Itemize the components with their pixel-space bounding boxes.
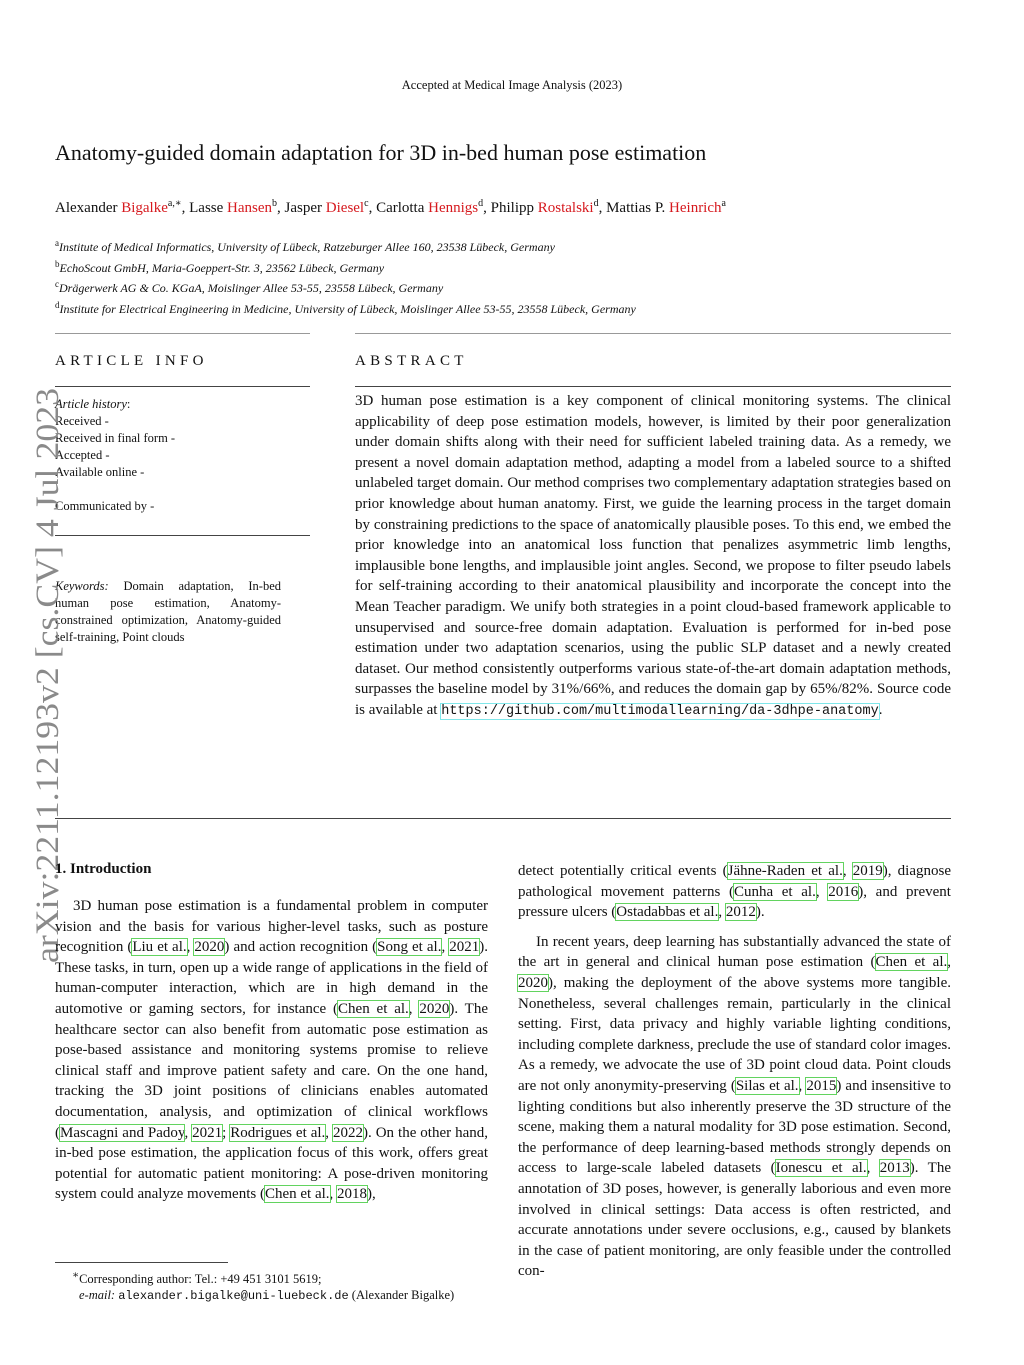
abstract-heading: ABSTRACT [355, 353, 468, 369]
intro-left-column [55, 896, 488, 1205]
paragraph [518, 932, 951, 1282]
citation-link[interactable]: 2021 [449, 939, 480, 956]
citation-link[interactable]: Silas et al. [735, 1077, 799, 1094]
affiliation-mark: a [55, 238, 59, 248]
text-run: , [815, 883, 829, 900]
citation-link[interactable]: Ostadabbas et al. [616, 904, 719, 921]
citation-link[interactable]: 2022 [333, 1124, 364, 1141]
citation-link[interactable]: Liu et al. [132, 939, 187, 956]
section-title-introduction: 1. Introduction [55, 861, 152, 877]
affiliation-text: EchoScout GmbH, Maria-Goeppert-Str. 3, 23562 Lübeck, Germany [59, 260, 385, 275]
received-final-line: Received in final form - [55, 431, 176, 445]
text-run: , [408, 1000, 420, 1017]
received-line: Received - [55, 414, 109, 428]
affiliations [55, 235, 636, 317]
arxiv-watermark [10, 385, 70, 965]
citation-link[interactable]: Jähne-Raden et al. [727, 863, 843, 879]
footnote [55, 1268, 485, 1304]
article-info-heading: ARTICLE INFO [55, 353, 208, 369]
divider [55, 535, 310, 536]
keywords [55, 578, 281, 646]
author-first-name: Philipp [490, 200, 538, 216]
author-link[interactable]: Bigalke [121, 200, 168, 216]
article-history [55, 396, 175, 515]
author-link[interactable]: Hennigs [428, 200, 479, 216]
author-affiliation-mark: d [478, 198, 484, 209]
text-run: , [184, 1124, 193, 1141]
citation-link[interactable]: 2020 [419, 1000, 450, 1017]
text-run: ). [755, 904, 765, 921]
author-separator: , [181, 200, 190, 216]
author-affiliation-mark: b [272, 198, 278, 209]
text-run: ). On the other hand, in-bed pose estimation, the application focus of this work, offers great potential for automatic patient monitoring: A pose-driven monitoring system could analyze movements ( [55, 1124, 489, 1203]
text-run: ), [367, 1186, 376, 1203]
affiliation-line [55, 256, 636, 277]
author-link[interactable]: Diesel [325, 200, 365, 216]
divider [355, 386, 951, 387]
abstract-body [355, 391, 951, 723]
arxiv-id-text: arXiv:2211.12193v2 [cs.CV] 4 Jul 2023 [30, 432, 66, 963]
intro-right-column [518, 861, 951, 1282]
citation-link[interactable]: Chen et al. [264, 1186, 330, 1203]
citation-link[interactable]: 2018 [337, 1186, 368, 1203]
text-run: , [186, 939, 195, 956]
text-run: ) and action recognition ( [224, 939, 378, 956]
text-run: , [947, 954, 951, 971]
affiliation-text: Drägerwerk AG & Co. KGaA, Moislinger Allee 53-55, 23558 Lübeck, Germany [59, 281, 444, 295]
text-run: In recent years, deep learning has substantially advanced the state of the art in general and clinical human pose estimation ( [518, 933, 951, 971]
citation-link[interactable]: 2020 [194, 939, 225, 956]
text-run: , [842, 863, 853, 879]
affiliation-line [55, 235, 636, 256]
email-name: (Alexander Bigalke) [348, 1288, 455, 1303]
keywords-text: Domain adaptation, In-bed human pose estimation, Anatomy-constrained optimization, Anatomy-guided self-training, Point clouds [55, 579, 281, 644]
citation-link[interactable]: Song et al. [377, 939, 442, 956]
abstract-text: 3D human pose estimation is a key component of clinical monitoring systems. The clinical applicability of deep pose estimation models, however, is limited by their poor generalization under domain shifts along with their need for sufficient labeled training data. As a remedy, we present a novel domain adaptation method, adapting a model from a labeled source to a shifted unlabeled target domain. Our method comprises two complementary adaptation strategies based on prior knowledge about human anatomy. First, we guide the learning process in the target domain by constraining predictions to the space of anatomically plausible poses. To this end, we embed the prior knowledge into an anatomical loss function that penalizes asymmetric limb lengths, implausible bone lengths, and implausible joint angles. Second, we propose to filter pseudo labels for self-training according to their anatomical plausibility and incorporate the concept into the Mean Teacher paradigm. We unify both strategies in a point cloud-based framework applicable to unsupervised and source-free domain adaptation. Evaluation is performed for in-bed pose estimation under two adaptation scenarios, using the public SLP dataset and a newly created dataset. Our method consistently outperforms various state-of-the-art domain adaptation methods, surpasses the baseline model by 31%/66%, and reduces the domain gap by 65%/82%. Source code is available at [355, 393, 951, 718]
citation-link[interactable]: 2020 [518, 974, 548, 991]
text-run: , [798, 1077, 807, 1094]
affiliation-text: Institute for Electrical Engineering in Medicine, University of Lübeck, Moislinger Allee 53-55, 23558 Lübeck, Germany [59, 301, 636, 316]
author-link[interactable]: Heinrich [669, 200, 722, 216]
accepted-line: Accepted - [55, 448, 110, 462]
text-run: , [329, 1186, 338, 1203]
citation-link[interactable]: 2012 [725, 904, 756, 921]
text-run: ), diagnose pathological movement patterns ( [518, 863, 951, 900]
divider [55, 386, 310, 387]
citation-link[interactable]: Chen et al. [338, 1000, 409, 1017]
citation-link[interactable]: 2013 [879, 1160, 910, 1177]
email-label: e-mail: [79, 1288, 116, 1303]
author-affiliation-mark: c [364, 198, 369, 209]
paragraph [518, 861, 951, 923]
divider [355, 333, 951, 334]
citation-link[interactable]: Mascagni and Padoy [60, 1124, 185, 1141]
text-run: 3D human pose estimation is a fundamental problem in computer vision and the basis for various higher-level tasks, such as posture recognition ( [55, 898, 488, 956]
author-list [55, 198, 726, 217]
affiliation-mark: c [55, 279, 59, 289]
author-first-name: Jasper [284, 200, 326, 216]
author-affiliation-mark: a [721, 198, 726, 209]
text-run: ; [222, 1124, 231, 1141]
text-run: ), and prevent pressure ulcers ( [518, 883, 951, 921]
citation-link[interactable]: 2021 [192, 1124, 223, 1141]
email-address[interactable]: alexander.bigalke@uni-luebeck.de [118, 1289, 349, 1304]
citation-link[interactable]: 2015 [806, 1077, 837, 1094]
author-separator: , [598, 200, 607, 216]
text-run: , [325, 1124, 334, 1141]
abstract-end: . [878, 701, 883, 718]
author-separator: , [368, 200, 377, 216]
journal-header: Accepted at Medical Image Analysis (2023) [401, 78, 623, 92]
text-run: ). The healthcare sector can also benefit from automatic pose estimation as pose-based assistance and monitoring systems promise to relieve clinical staff and improve patient safety and care. On the one hand, tracking the 3D joint positions of clinicians enables automated documentation, analysis, and optimization of clinical workflows ( [55, 1000, 489, 1141]
affiliation-mark: d [55, 299, 60, 310]
text-run: ) and insensitive to lighting conditions but also inherently preserve the 3D structure of the scene, making them a natural modality for 3D pose estimation. Second, the performance of deep learning-based methods strongly depends on access to large-scale labeled datasets ( [518, 1077, 952, 1177]
source-code-link[interactable]: https://github.com/multimodallearning/da-3dhpe-anatomy [441, 703, 879, 719]
author-first-name: Alexander [55, 200, 122, 216]
communicated-line: Communicated by - [55, 499, 155, 513]
affiliation-mark: b [55, 258, 60, 269]
citation-link[interactable]: Ionescu et al. [775, 1160, 867, 1177]
divider [55, 818, 951, 819]
author-link[interactable]: Hansen [227, 200, 273, 216]
history-colon: : [126, 397, 131, 411]
author-affiliation-mark: a,∗ [167, 198, 182, 209]
keywords-label: Keywords: [55, 579, 109, 593]
footnote-divider [55, 1262, 228, 1263]
author-separator: , [483, 200, 491, 216]
author-link[interactable]: Rostalski [537, 200, 594, 216]
text-run: ), making the deployment of the above systems more tangible. Nonetheless, several challenges remain, particularly in the clinical setting. First, data privacy and highly variable lighting conditions, including complete darkness, preclude the use of standard color images. As a remedy, we advocate the use of 3D point cloud data. Point clouds are not only anonymity-preserving ( [518, 974, 951, 1094]
text-run: ). The annotation of 3D poses, however, is generally laborious and even more involved in clinical settings: Data access is often restricted, and accurate annotations under severe occlusions, e.g., caused by blankets in the case of patient monitoring, are only feasible under the controlled con- [518, 1160, 951, 1280]
paper-title: Anatomy-guided domain adaptation for 3D in-bed human pose estimation [55, 140, 707, 165]
citation-link[interactable]: Rodrigues et al. [230, 1124, 326, 1141]
footnote-star: ∗ [72, 1270, 80, 1281]
text-run: detect potentially critical events ( [518, 863, 728, 879]
author-first-name: Carlotta [376, 200, 429, 216]
text-run: ). These tasks, in turn, open up a wide range of applications in the field of human-computer interaction, which are in high demand in the automotive or gaming sectors, for instance ( [55, 939, 488, 1017]
history-label: Article history [55, 397, 127, 411]
affiliation-line [55, 276, 636, 297]
author-first-name: Mattias P. [606, 200, 670, 216]
author-separator: , [277, 200, 285, 216]
paragraph [55, 896, 488, 1205]
citation-link[interactable]: 2016 [828, 883, 859, 900]
online-line: Available online - [55, 465, 145, 479]
affiliation-line [55, 297, 636, 318]
affiliation-text: Institute of Medical Informatics, University of Lübeck, Ratzeburger Allee 160, 23538 Lübeck, Germany [59, 240, 555, 254]
text-run: , [718, 904, 726, 921]
citation-link[interactable]: Chen et al. [875, 954, 948, 971]
citation-link[interactable]: Cunha et al. [733, 883, 816, 900]
citation-link[interactable]: 2019 [852, 863, 883, 879]
author-first-name: Lasse [189, 200, 228, 216]
author-affiliation-mark: d [593, 198, 599, 209]
text-run: , [866, 1160, 880, 1177]
corresponding-author: Corresponding author: Tel.: +49 451 3101 5619; [79, 1272, 322, 1287]
divider [55, 333, 310, 334]
text-run: , [441, 939, 450, 956]
